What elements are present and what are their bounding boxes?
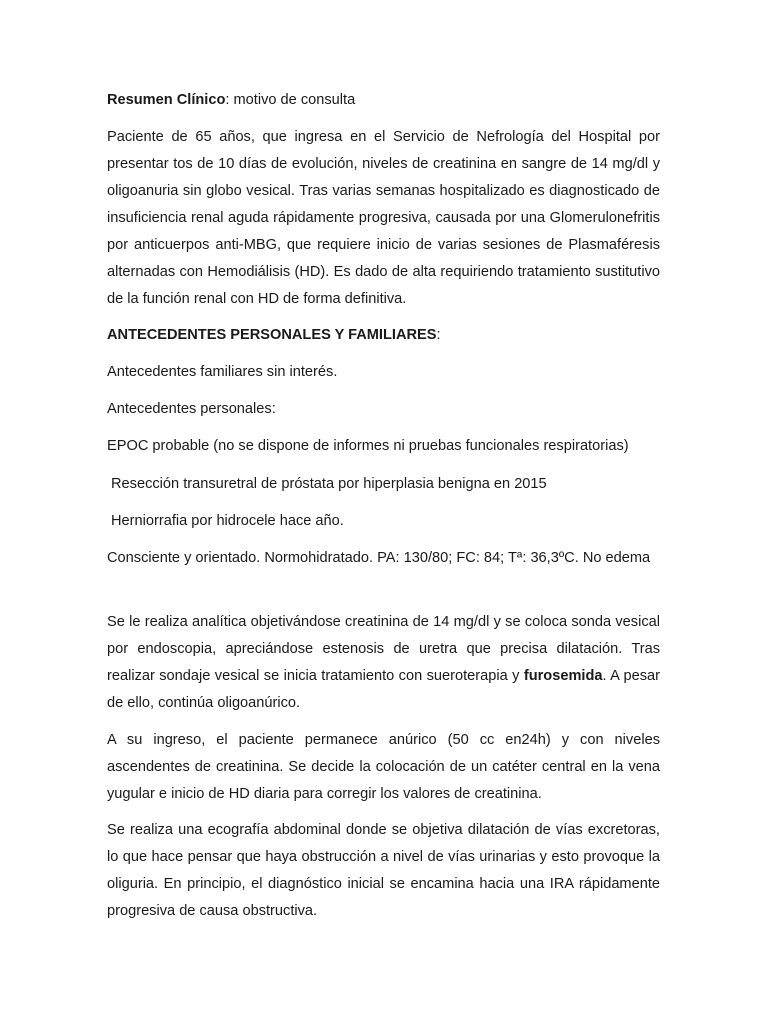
antecedentes-personales-label: Antecedentes personales: xyxy=(107,401,276,417)
antecedentes-heading-bold: ANTECEDENTES PERSONALES Y FAMILIARES xyxy=(107,327,437,343)
epoc-item: EPOC probable (no se dispone de informes ni pruebas funcionales respiratorias) xyxy=(107,438,629,454)
antecedentes-familiares: Antecedentes familiares sin interés. xyxy=(107,364,338,380)
ingreso-paragraph: A su ingreso, el paciente permanece anúrico (50 cc en24h) y con niveles ascendentes de creatinina. Se decide la colocación de un catéter central en la vena yugular e inicio de HD diaria para corregir los valores de creatinina. xyxy=(107,732,660,802)
summary-paragraph: Paciente de 65 años, que ingresa en el Servicio de Nefrología del Hospital por presentar tos de 10 días de evolución, niveles de creatinina en sangre de 14 mg/dl y oligoanuria sin globo vesical. Tras varias semanas hospitalizado es diagnosticado de insuficiencia renal aguda rápidamente progresiva, causada por una Glomerulonefritis por anticuerpos anti-MBG, que requiere inicio de varias sesiones de Plasmaféresis alternadas con Hemodiálisis (HD). Es dado de alta requiriendo tratamiento sustitutivo de la función renal con HD de forma definitiva. xyxy=(107,129,660,307)
ecografia-paragraph: Se realiza una ecografía abdominal donde se objetiva dilatación de vías excretoras, lo que hace pensar que haya obstrucción a nivel de vías urinarias y esto provoque la oliguria. En principio, el diagnóstico inicial se encamina hacia una IRA rápidamente progresiva de causa obstructiva. xyxy=(107,822,660,919)
furosemida-bold: furosemida xyxy=(523,668,603,684)
summary-heading-rest: : motivo de consulta xyxy=(225,92,356,108)
analitica-text-after: . A pesar de ello, continúa oligoanúrico. xyxy=(107,668,661,711)
analitica-paragraph xyxy=(107,609,660,717)
exploracion-paragraph: Consciente y orientado. Normohidratado. PA: 130/80; FC: 84; Tª: 36,3ºC. No edema xyxy=(107,550,651,566)
antecedentes-heading xyxy=(107,322,660,349)
antecedentes-heading-rest: : xyxy=(436,327,441,343)
analitica-text-before: Se le realiza analítica objetivándose creatinina de 14 mg/dl y se coloca sonda vesical por endoscopia, apreciándose estenosis de uretra que precisa dilatación. Tras realizar sondaje vesical se inicia tratamiento con sueroterapia y xyxy=(107,614,660,684)
herniorrafia-item: Herniorrafia por hidrocele hace año. xyxy=(111,513,344,529)
summary-heading xyxy=(107,87,660,114)
summary-heading-bold: Resumen Clínico xyxy=(107,92,226,108)
reseccion-item: Resección transuretral de próstata por hiperplasia benigna en 2015 xyxy=(111,476,547,492)
